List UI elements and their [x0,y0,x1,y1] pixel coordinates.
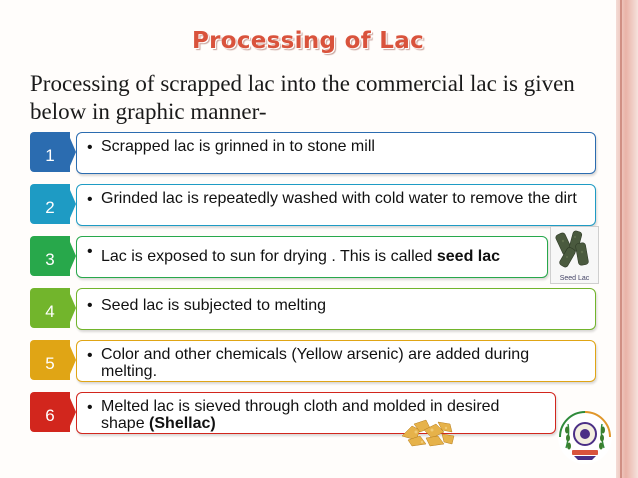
bullet: • [87,139,93,156]
seed-lac-term: seed lac [436,248,501,265]
step-number-box [30,288,70,328]
step-number-box [30,132,70,172]
institution-logo-icon [556,408,614,466]
bullet: • [87,243,93,260]
step-text: Lac is exposed to sun for drying . This is called seed lac [101,248,501,265]
slide-title: Processing of Lac [191,28,425,54]
shellac-term: (Shellac) [149,415,216,432]
step-card [76,132,596,174]
seed-lac-pellets-icon [551,227,598,273]
step-text: Scrapped lac is grinned in to stone mill [101,138,375,155]
intro-text: Processing of scrapped lac into the commercial lac is given below in graphic manner- [30,71,575,124]
step-text: Melted lac is sieved through cloth and molded in desired shape (Shellac) [101,398,500,432]
step-number: 4 [45,302,55,321]
process-step-2 [30,184,596,224]
step-number-box [30,340,70,380]
decorative-right-border [616,0,638,478]
step-card [76,288,596,330]
shellac-flakes-image [398,414,458,450]
process-step-6 [30,392,596,432]
step-card [76,236,548,278]
bullet: • [87,399,93,416]
step-number: 2 [45,198,55,217]
step-text: Grinded lac is repeatedly washed with cold water to remove the dirt [101,190,577,207]
step-card [76,184,596,226]
process-step-5 [30,340,596,380]
bullet: • [87,347,93,364]
step-text: Color and other chemicals (Yellow arsenic) are added during melting. [101,346,530,380]
step-card [76,340,596,382]
step-number-box [30,236,70,276]
process-step-4 [30,288,596,328]
seed-lac-caption: Seed Lac [559,275,590,282]
step-number: 5 [45,354,55,373]
step-number: 3 [45,250,55,269]
process-step-3 [30,236,596,276]
step-text: Seed lac is subjected to melting [101,297,327,314]
bullet: • [87,297,93,314]
step-number: 6 [45,406,55,425]
step-number: 1 [45,146,55,165]
step-number-box [30,392,70,432]
seed-lac-image [550,226,599,284]
bullet: • [87,191,93,208]
process-step-1 [30,132,596,172]
step-number-box [30,184,70,224]
step-card [76,392,556,434]
